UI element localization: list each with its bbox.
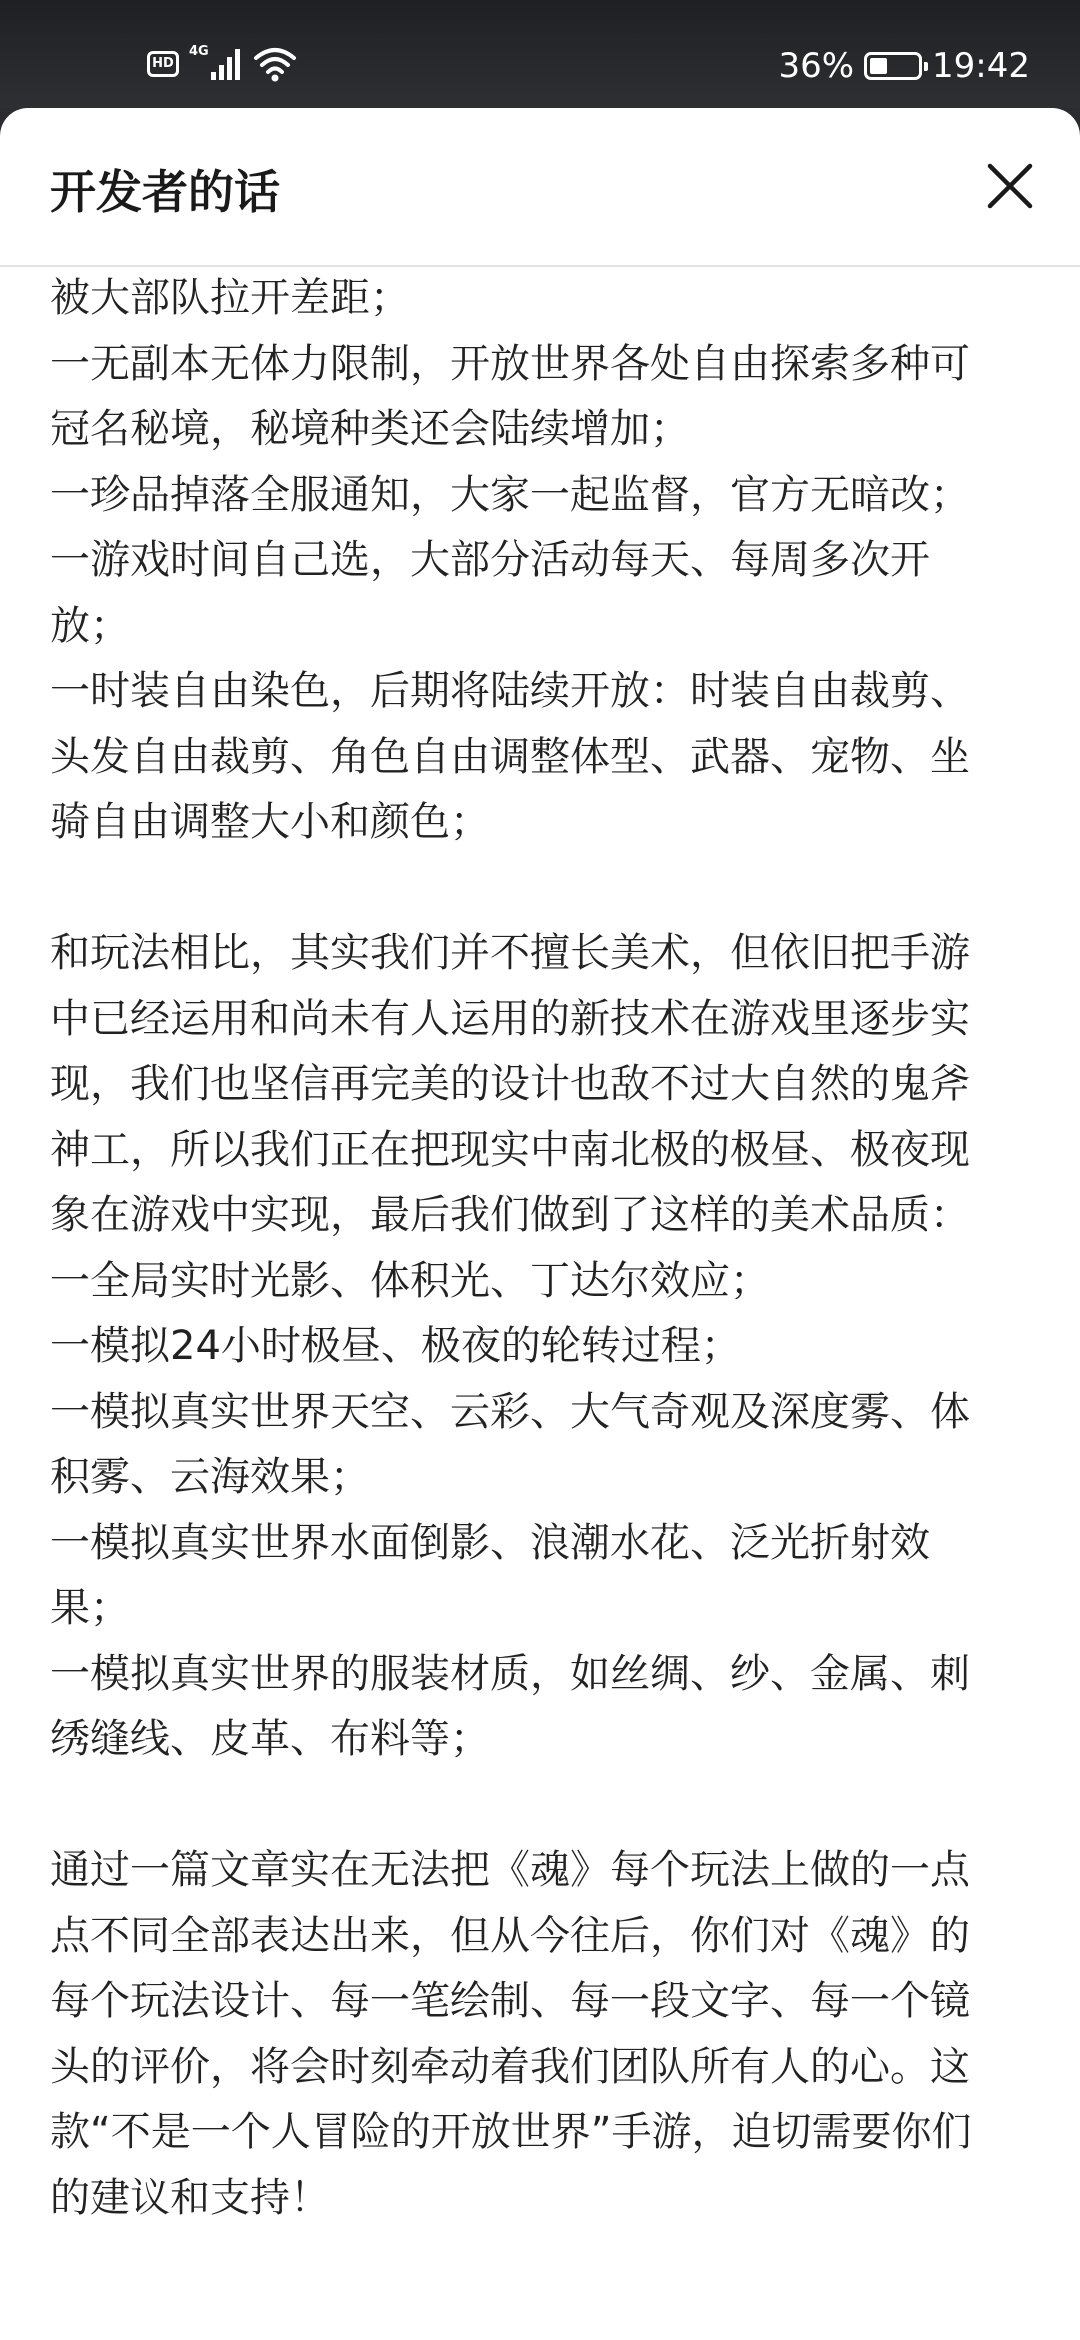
- text-line: 象在游戏中实现，最后我们做到了这样的美术品质：: [50, 1192, 970, 1238]
- text-line: 一游戏时间自己选，大部分活动每天、每周多次开: [50, 537, 930, 583]
- text-line: 每个玩法设计、每一笔绘制、每一段文字、每一个镜: [50, 1978, 970, 2024]
- text-line: 现，我们也坚信再完美的设计也敌不过大自然的鬼斧: [50, 1061, 970, 1107]
- text-line: 一无副本无体力限制，开放世界各处自由探索多种可: [50, 340, 970, 387]
- hd-icon: HD: [147, 51, 179, 77]
- text-line: 神工，所以我们正在把现实中南北极的极昼、极夜现: [50, 1126, 970, 1173]
- text-line: 绣缝线、皮革、布料等；: [50, 1716, 490, 1762]
- text-line: 果；: [50, 1585, 130, 1631]
- sheet-title: 开发者的话: [50, 165, 280, 219]
- notes-content: [50, 266, 1035, 2231]
- clock: 19:42: [932, 46, 1030, 86]
- text-line: 的建议和支持！: [50, 2174, 330, 2221]
- battery-icon: [864, 52, 922, 80]
- text-line: 一模拟真实世界的服装材质，如丝绸、纱、金属、刺: [50, 1650, 970, 1697]
- text-line: 积雾、云海效果；: [50, 1454, 370, 1500]
- network-type: 4G: [189, 44, 209, 59]
- paragraph-spacer: [50, 1773, 1035, 1839]
- battery-fill: [870, 58, 887, 74]
- text-line: 冠名秘境，秘境种类还会陆续增加；: [50, 406, 690, 452]
- text-line: 头发自由裁剪、角色自由调整体型、武器、宠物、坐: [50, 733, 970, 780]
- signal-icon: [189, 44, 243, 84]
- sheet-header: [0, 108, 1080, 267]
- battery-tip: [924, 62, 928, 71]
- text-line: 一珍品掉落全服通知，大家一起监督，官方无暗改；: [50, 471, 970, 518]
- status-right-group: [778, 46, 1030, 86]
- battery-percent: 36%: [778, 46, 855, 86]
- text-line: 一模拟24小时极昼、极夜的轮转过程；: [50, 1323, 741, 1369]
- close-button[interactable]: [978, 154, 1042, 218]
- text-line: 头的评价，将会时刻牵动着我们团队所有人的心。这: [50, 2043, 970, 2090]
- status-bar: [0, 0, 1080, 108]
- text-line: 通过一篇文章实在无法把《魂》每个玩法上做的一点: [50, 1847, 970, 1893]
- text-line: 款“不是一个人冒险的开放世界”手游，迫切需要你们: [50, 2109, 972, 2155]
- status-left-group: [147, 44, 297, 84]
- text-line: 放；: [50, 602, 130, 649]
- text-line: 中已经运用和尚未有人运用的新技术在游戏里逐步实: [50, 995, 970, 1042]
- text-line: 被大部队拉开差距；: [50, 275, 410, 321]
- text-line: 一模拟真实世界天空、云彩、大气奇观及深度雾、体: [50, 1388, 970, 1435]
- text-line: 点不同全部表达出来，但从今往后，你们对《魂》的: [50, 1912, 970, 1959]
- text-line: 一时装自由染色，后期将陆续开放：时装自由裁剪、: [50, 668, 970, 714]
- close-icon: [978, 154, 1042, 218]
- text-line: 和玩法相比，其实我们并不擅长美术，但依旧把手游: [50, 930, 970, 976]
- wifi-icon: [253, 44, 297, 84]
- developer-notes-sheet: [0, 108, 1080, 2340]
- text-line: 骑自由调整大小和颜色；: [50, 799, 490, 845]
- text-line: 一模拟真实世界水面倒影、浪潮水花、泛光折射效: [50, 1519, 930, 1566]
- paragraph-spacer: [50, 856, 1035, 922]
- text-line: 一全局实时光影、体积光、丁达尔效应；: [50, 1257, 770, 1304]
